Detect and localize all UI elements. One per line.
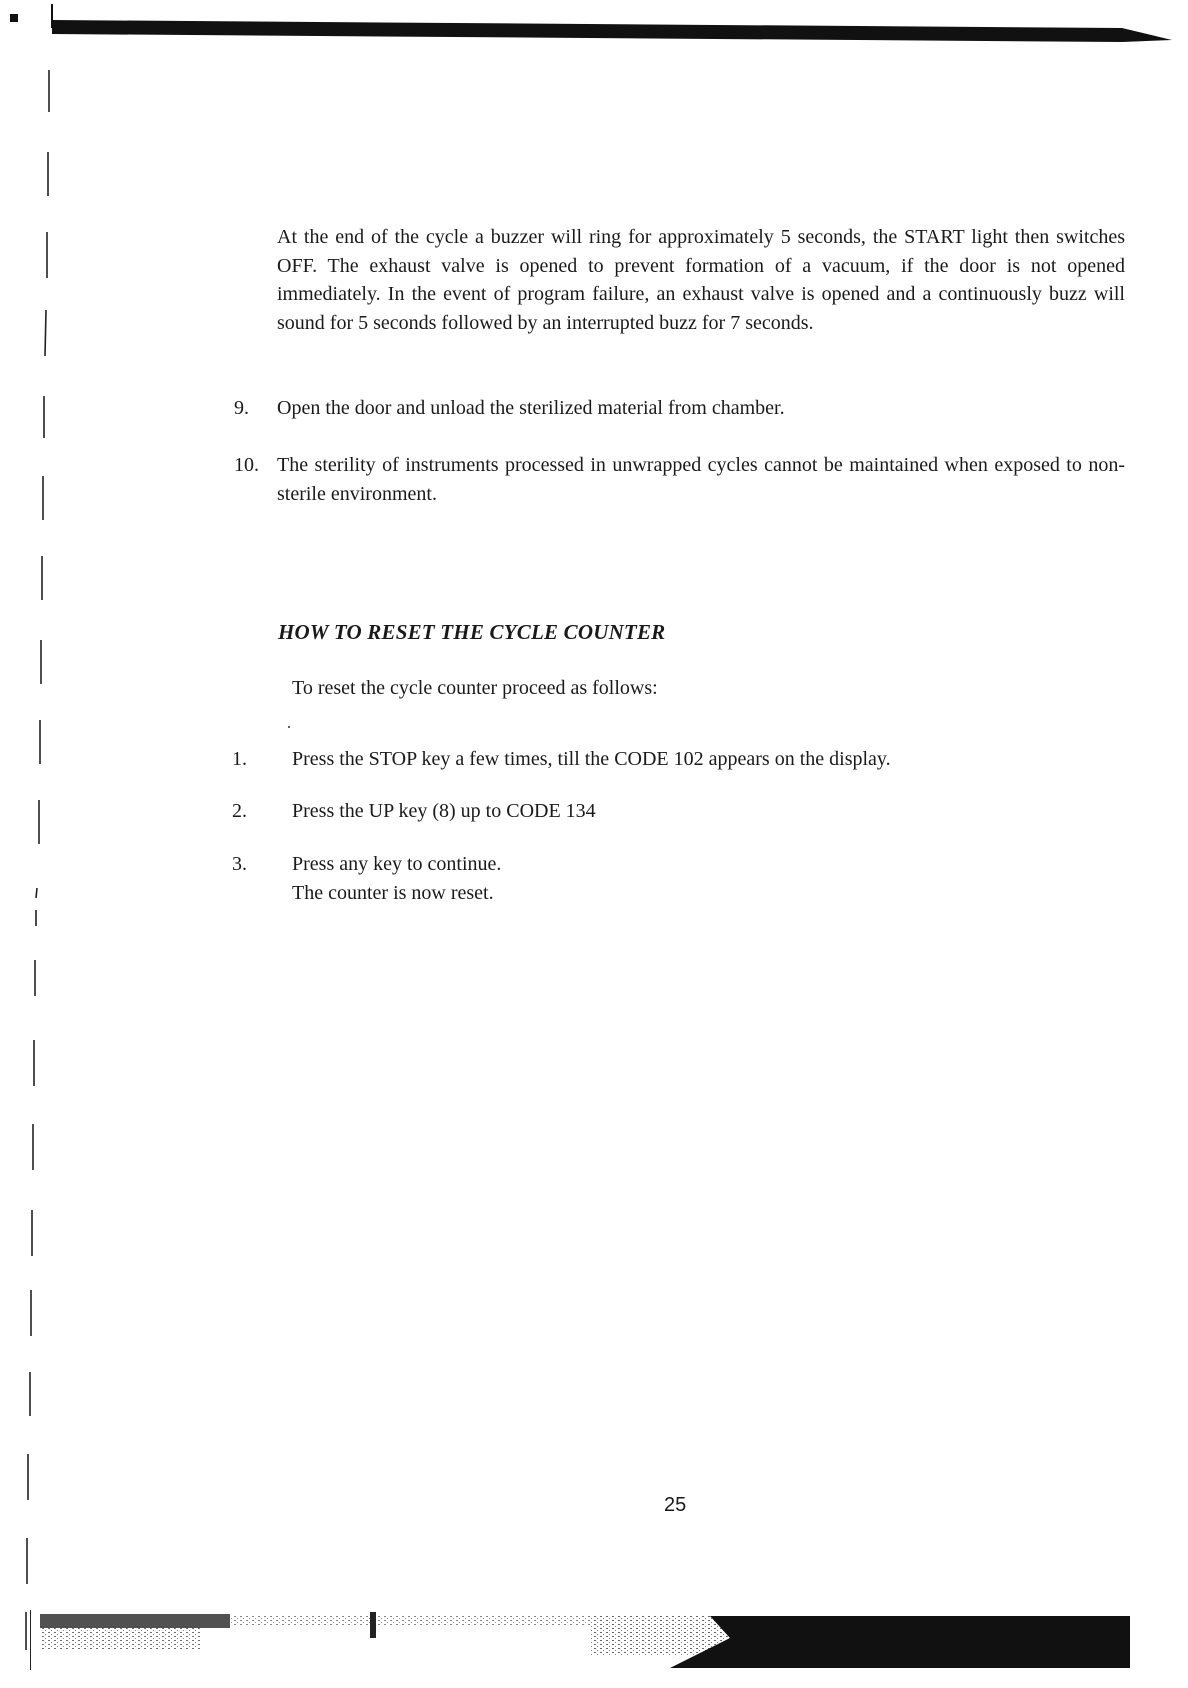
section-lead: To reset the cycle counter proceed as follows: (292, 677, 658, 699)
intro-paragraph: At the end of the cycle a buzzer will ring for approximately 5 seconds, the START light then switches OFF. The exhaust valve is opened to prevent formation of a vacuum, if the door is not opened immediately. In the event of program failure, an exhaust valve is opened and a continuously buzz will sound for 5 seconds followed by an interrupted buzz for 7 seconds. (277, 226, 1125, 334)
item-text: The sterility of instruments processed in unwrapped cycles cannot be maintained when exposed to non-sterile environment. (277, 454, 1125, 505)
step-text: Press any key to continue. (292, 853, 502, 875)
bottom-scan-bar (30, 1608, 1140, 1678)
page-number: 25 (664, 1494, 687, 1516)
step-number: 2. (232, 800, 247, 822)
step-number: 3. (232, 853, 247, 875)
step-text: Press the UP key (8) up to CODE 134 (292, 800, 596, 822)
step-number: 1. (232, 748, 247, 770)
step-text: Press the STOP key a few times, till the CODE 102 appears on the display. (292, 748, 891, 770)
left-margin-marks (0, 0, 60, 1688)
step-text-block (292, 850, 1112, 907)
section-heading: HOW TO RESET THE CYCLE COUNTER (278, 620, 666, 644)
item-number: 10. (234, 454, 259, 476)
item-text: Open the door and unload the sterilized material from chamber. (277, 397, 785, 419)
scan-speck (288, 726, 290, 728)
top-scan-bar (52, 20, 1172, 48)
step-result-text: The counter is now reset. (292, 881, 494, 904)
item-number: 9. (234, 397, 249, 419)
